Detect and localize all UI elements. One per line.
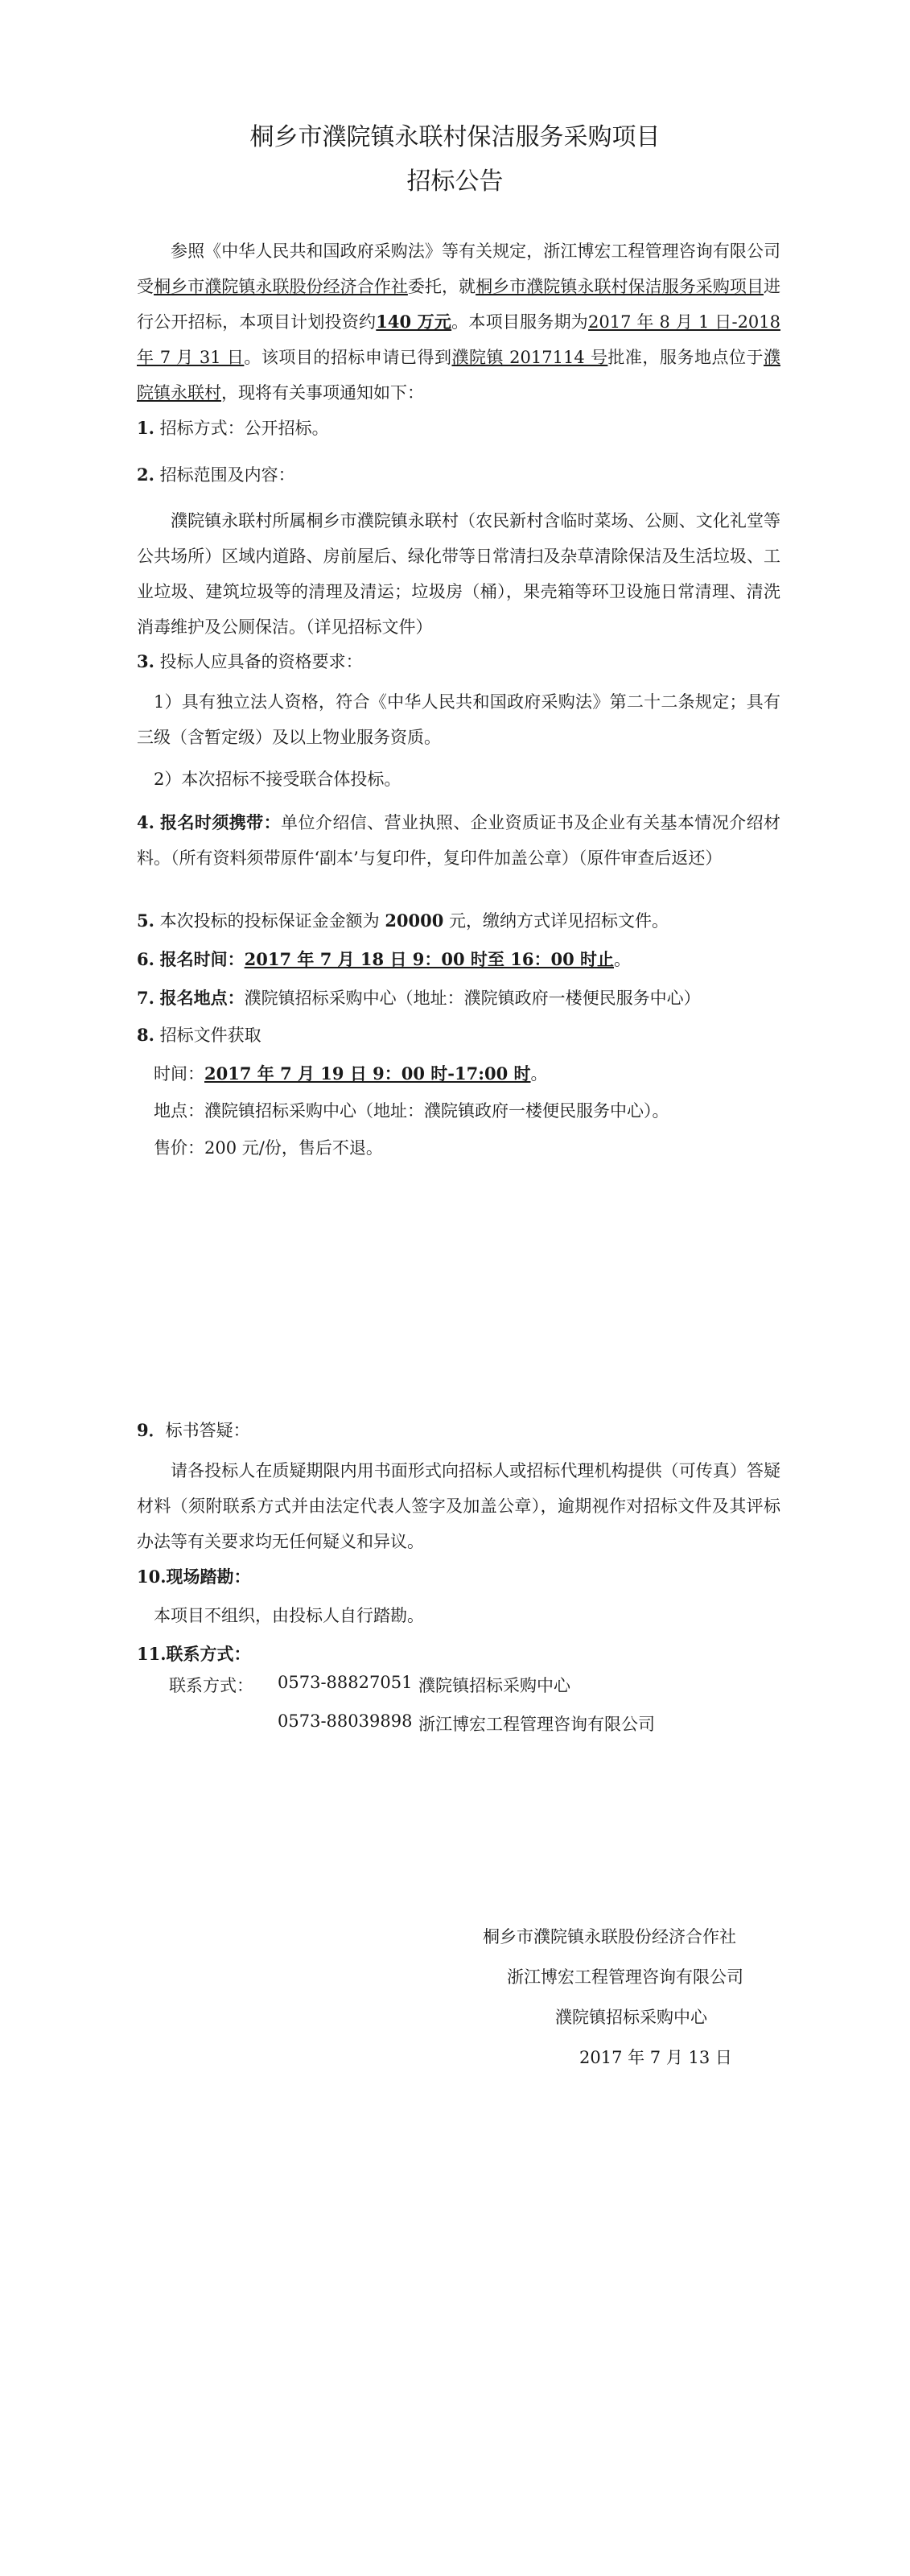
section-3-item-2: 2）本次招标不接受联合体投标。 <box>154 770 401 789</box>
signature-org-2: 浙江博宏工程管理咨询有限公司 <box>507 1967 743 1987</box>
section-10-heading: 10.现场踏勘： <box>137 1567 251 1587</box>
contact-org-1: 濮院镇招标采购中心 <box>418 1676 570 1695</box>
section-8-place: 地点：濮院镇招标采购中心（地址：濮院镇政府一楼便民服务中心）。 <box>154 1101 669 1121</box>
signature-org-3: 濮院镇招标采购中心 <box>555 2008 707 2027</box>
section-2-content: 濮院镇永联村所属桐乡市濮院镇永联村（农民新村含临时菜场、公厕、文化礼堂等公共场所）区域内道路、房前屋后、绿化带等日常清扫及杂草清除保洁及生活垃圾、工业垃圾、建筑垃圾等的清理及清运；垃圾房（桶），果壳箱等环卫设施日常清理、清洗消毒维护及公厕保洁。（详见招标文件） <box>137 511 780 637</box>
contact-label: 联系方式： <box>169 1676 253 1695</box>
section-2-heading: 2. 招标范围及内容： <box>137 464 295 485</box>
section-9-content: 请各投标人在质疑期限内用书面形式向招标人或招标代理机构提供（可传真）答疑材料（须附联系方式并由法定代表人签字及加盖公章），逾期视作对招标文件及其评标办法等有关要求均无任何疑义和异议。 <box>137 1461 780 1551</box>
section-8-price: 售价：200 元/份，售后不退。 <box>154 1138 383 1158</box>
contact-phone-2: 0573-88039898 <box>278 1711 413 1731</box>
contact-phone-1: 0573-88827051 <box>278 1673 413 1692</box>
entrusting-party: 桐乡市濮院镇永联股份经济合作社 <box>154 277 408 296</box>
registration-time: 2017 年 7 月 18 日 9：00 时至 16：00 时止 <box>244 949 614 969</box>
section-8-heading: 8. 招标文件获取 <box>137 1025 261 1045</box>
signature-date: 2017 年 7 月 13 日 <box>579 2048 732 2067</box>
budget-amount: 140 万元 <box>376 312 452 332</box>
section-4: 4. 报名时须携带：单位介绍信、营业执照、企业资质证书及企业有关基本情况介绍材料。（所有资料须带原件‘副本’与复印件，复印件加盖公章）（原件审查后返还） <box>137 812 781 868</box>
document-subtitle: 招标公告 <box>406 167 504 196</box>
bid-bond-amount: 20000 <box>385 910 444 931</box>
document-title: 桐乡市濮院镇永联村保洁服务采购项目 <box>249 123 661 151</box>
section-5: 5. 本次投标的投标保证金金额为 20000 元，缴纳方式详见招标文件。 <box>137 910 669 931</box>
contact-org-2: 浙江博宏工程管理咨询有限公司 <box>418 1715 655 1734</box>
section-8-time: 时间：2017 年 7 月 19 日 9：00 时-17:00 时。 <box>154 1063 548 1084</box>
signature-org-1: 桐乡市濮院镇永联股份经济合作社 <box>483 1927 736 1946</box>
section-9-heading: 9．标书答疑： <box>137 1420 250 1440</box>
section-6: 6. 报名时间：2017 年 7 月 18 日 9：00 时至 16：00 时止。 <box>137 949 631 969</box>
section-3-heading: 3. 投标人应具备的资格要求： <box>137 651 363 671</box>
section-11-heading: 11.联系方式： <box>137 1644 251 1664</box>
service-period: 2017 年 8 月 1 日-2018 年 7 月 31 日 <box>137 312 781 367</box>
section-3-item-1: 1）具有独立法人资格，符合《中华人民共和国政府采购法》第二十二条规定；具有三级（含暂定级）及以上物业服务资质。 <box>137 692 780 747</box>
section-7: 7. 报名地点：濮院镇招标采购中心（地址：濮院镇政府一楼便民服务中心） <box>137 988 701 1008</box>
intro-paragraph: 参照《中华人民共和国政府采购法》等有关规定，浙江博宏工程管理咨询有限公司受桐乡市濮院镇永联股份经济合作社委托，就桐乡市濮院镇永联村保洁服务采购项目进行公开招标，本项目计划投资约140 万元。本项目服务期为2017 年 8 月 1 日-2018 年 7 月 31 日。该项目的招标申请已得到濮院镇 2017114 号批准，服务地点位于濮院镇永联村，现将有关事项通知如下： <box>137 242 781 402</box>
section-10-content: 本项目不组织，由投标人自行踏勘。 <box>154 1606 424 1625</box>
approval-number: 濮院镇 2017114 号 <box>451 348 608 367</box>
service-location: 濮院镇永联村 <box>137 348 780 402</box>
project-name: 桐乡市濮院镇永联村保洁服务采购项目 <box>476 277 764 296</box>
section-1: 1. 招标方式：公开招标。 <box>137 418 329 438</box>
document-pickup-time: 2017 年 7 月 19 日 9：00 时-17:00 时 <box>204 1063 531 1084</box>
